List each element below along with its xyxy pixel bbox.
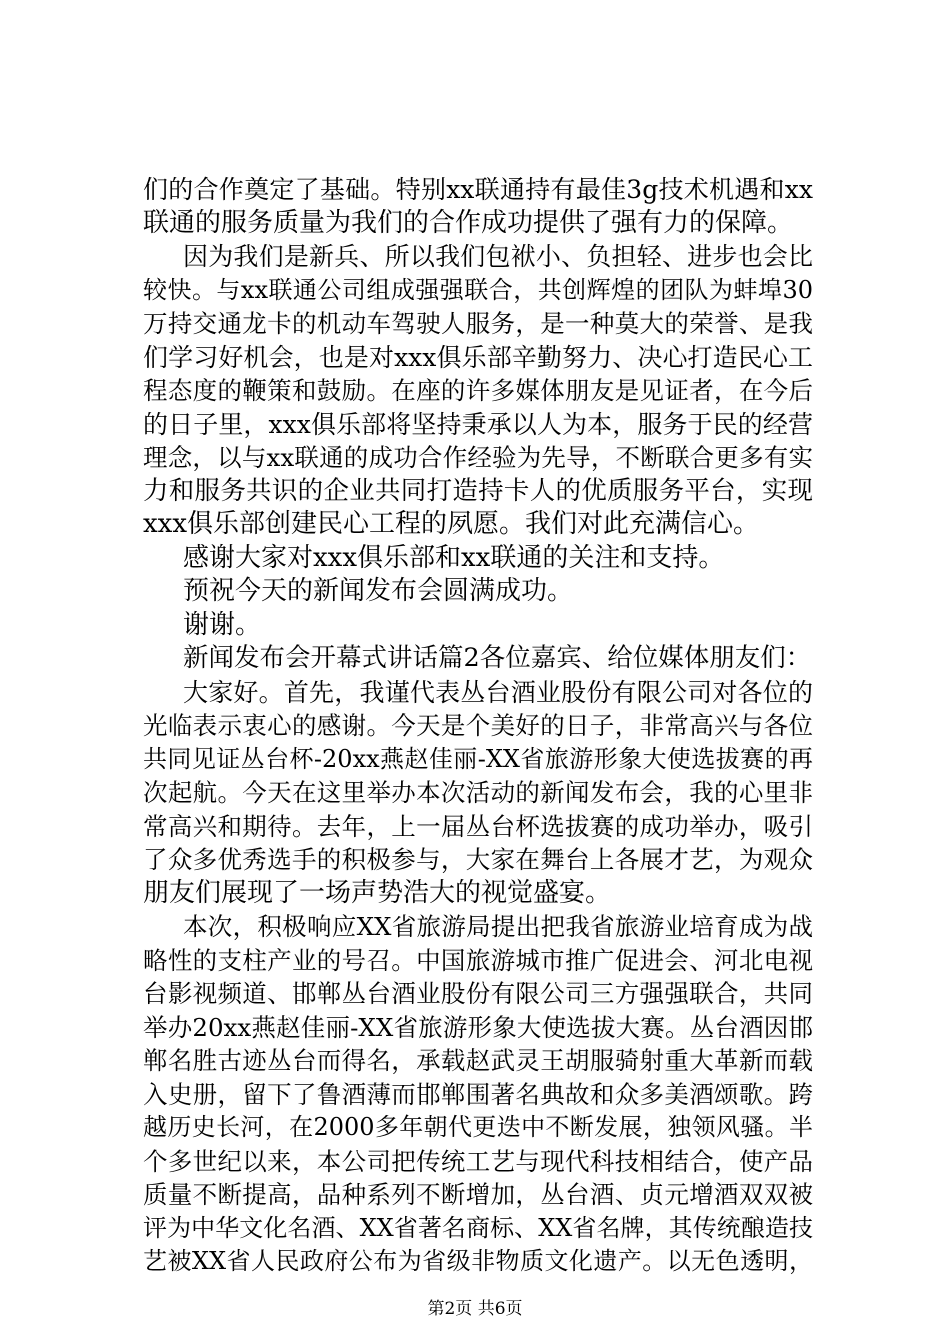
- text-line-13: 预祝今天的新闻发布会圆满成功。: [183, 576, 574, 606]
- text-line-1: 们的合作奠定了基础。特别xx联通持有最佳3g技术机遇和xx: [143, 175, 813, 204]
- text-line-5: 万持交通龙卡的机动车驾驶人服务，是一种莫大的荣誉、是我: [143, 309, 813, 338]
- text-line-9: 理念，以与xx联通的成功合作经验为先导，不断联合更多有实: [143, 443, 813, 472]
- text-line-17: 光临表示衷心的感谢。今天是个美好的日子，非常高兴与各位: [143, 711, 813, 740]
- text-line-7: 程态度的鞭策和鼓励。在座的许多媒体朋友是见证者，在今后: [143, 376, 813, 405]
- section-heading-line: 新闻发布会开幕式讲话篇2各位嘉宾、给位媒体朋友们：: [183, 643, 812, 673]
- text-line-33: 艺被XX省人民政府公布为省级非物质文化遗产。以无色透明，: [143, 1247, 813, 1275]
- text-line-11: xxx俱乐部创建民心工程的夙愿。我们对此充满信心。: [143, 509, 759, 539]
- text-line-27: 郸名胜古迹丛台而得名，承载赵武灵王胡服骑射重大革新而载: [143, 1046, 813, 1075]
- text-line-19: 次起航。今天在这里举办本次活动的新闻发布会，我的心里非: [143, 778, 813, 807]
- text-line-3: 因为我们是新兵、所以我们包袱小、负担轻、进步也会比: [183, 242, 813, 271]
- text-line-24: 略性的支柱产业的号召。中国旅游城市推广促进会、河北电视: [143, 945, 813, 975]
- text-line-18: 共同见证丛台杯-20xx燕赵佳丽-XX省旅游形象大使选拔赛的再: [143, 744, 813, 773]
- text-line-12: 感谢大家对xxx俱乐部和xx联通的关注和支持。: [183, 542, 725, 573]
- text-line-4: 较快。与xx联通公司组成强强联合，共创辉煌的团队为蚌埠30: [143, 275, 813, 304]
- text-line-32: 评为中华文化名酒、XX省著名商标、XX省名牌，其传统酿造技: [143, 1213, 813, 1242]
- text-line-29: 越历史长河，在2000多年朝代更迭中不断发展，独领风骚。半: [143, 1113, 813, 1141]
- text-line-31: 质量不断提高，品种系列不断增加，丛台酒、贞元增酒双双被: [143, 1180, 813, 1209]
- text-line-28: 入史册，留下了鲁酒薄而邯郸围著名典故和众多美酒颂歌。跨: [143, 1079, 813, 1109]
- text-line-30: 个多世纪以来，本公司把传统工艺与现代科技相结合，使产品: [143, 1146, 813, 1176]
- text-line-14: 谢谢。: [183, 609, 262, 640]
- text-line-21: 了众多优秀选手的积极参与，大家在舞台上各展才艺，为观众: [143, 845, 813, 874]
- text-line-20: 常高兴和期待。去年，上一届丛台杯选拔赛的成功举办，吸引: [143, 811, 813, 841]
- text-line-10: 力和服务共识的企业共同打造持卡人的优质服务平台，实现: [143, 475, 813, 506]
- text-line-23: 本次，积极响应XX省旅游局提出把我省旅游业培育成为战: [183, 912, 813, 941]
- text-line-2: 联通的服务质量为我们的合作成功提供了强有力的保障。: [143, 207, 794, 238]
- text-line-25: 台影视频道、邯郸丛台酒业股份有限公司三方强强联合，共同: [143, 979, 813, 1008]
- text-line-8: 的日子里，xxx俱乐部将坚持秉承以人为本，服务于民的经营: [143, 409, 813, 439]
- text-line-26: 举办20xx燕赵佳丽-XX省旅游形象大使选拔大赛。丛台酒因邯: [143, 1012, 813, 1042]
- text-line-22: 朋友们展现了一场声势浩大的视觉盛宴。: [143, 877, 612, 908]
- text-line-6: 们学习好机会，也是对xxx俱乐部辛勤努力、决心打造民心工: [143, 342, 813, 372]
- text-line-16: 大家好。首先，我谨代表丛台酒业股份有限公司对各位的: [183, 677, 813, 707]
- page-footer: 第2页 共6页: [427, 1299, 523, 1319]
